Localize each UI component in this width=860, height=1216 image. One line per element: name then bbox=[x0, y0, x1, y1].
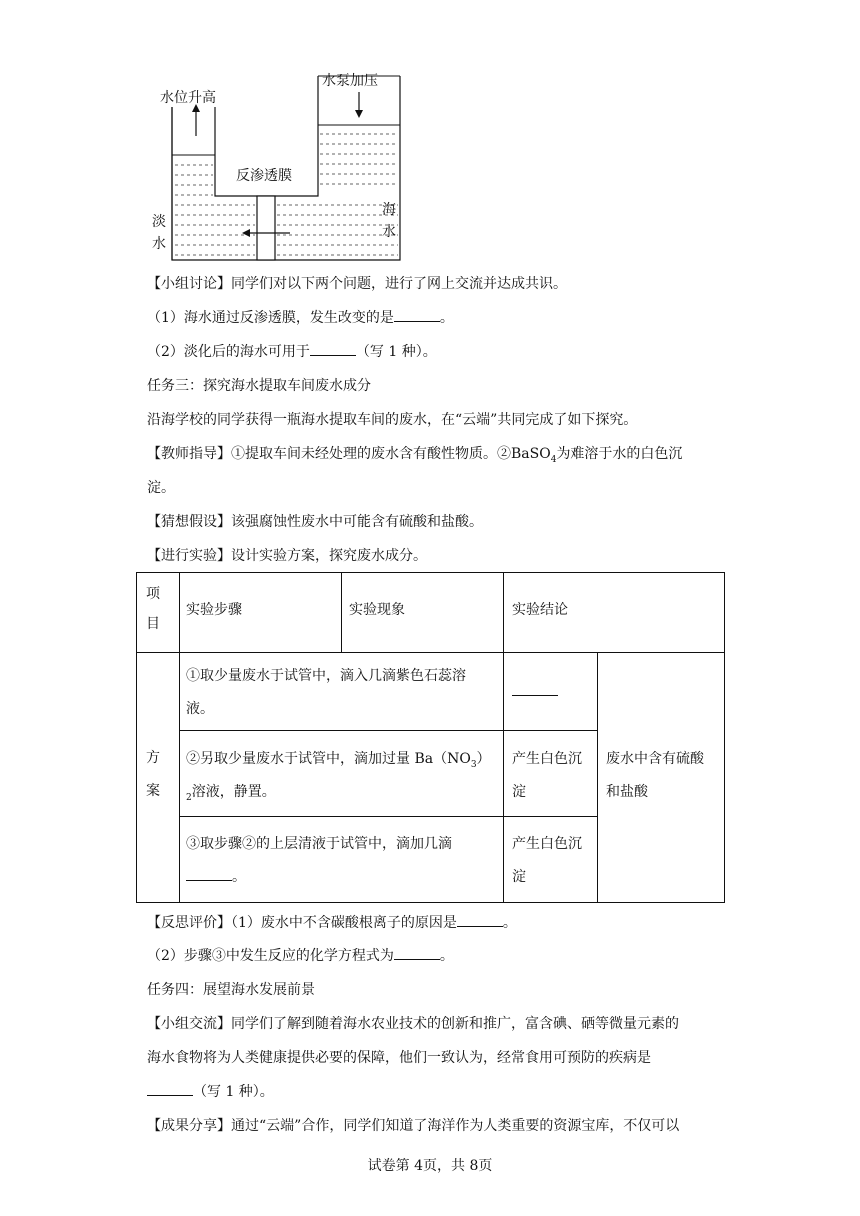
reverse-osmosis-diagram bbox=[150, 62, 420, 267]
phenomenon-1-blank[interactable] bbox=[512, 676, 558, 709]
answer-blank[interactable] bbox=[394, 945, 440, 960]
header-item-2: 目 bbox=[146, 616, 160, 632]
plan-label-2: 案 bbox=[146, 783, 160, 799]
group-discussion-line: 【小组讨论】同学们对以下两个问题，进行了网上交流并达成共识。 bbox=[147, 276, 567, 292]
step-1-text: ①取少量废水于试管中，滴入几滴紫色石蕊溶 bbox=[186, 668, 466, 684]
step-2-text: ②另取少量废水于试管中，滴加过量 $Ba(NO_3)$ bbox=[186, 751, 491, 770]
label-sea-2: 水 bbox=[382, 224, 396, 240]
step-3-text: ③取步骤②的上层清液于试管中，滴加几滴 bbox=[186, 836, 452, 852]
exchange-line-2: 海水食物将为人类健康提供必要的保障，他们一致认为，经常食用可预防的疾病是 bbox=[147, 1050, 651, 1066]
plan-label-1: 方 bbox=[146, 750, 160, 766]
answer-blank[interactable] bbox=[147, 1081, 193, 1096]
hypothesis-line: 【猜想假设】该强腐蚀性废水中可能含有硫酸和盐酸。 bbox=[147, 514, 483, 530]
label-pump: 水泵加压 bbox=[322, 73, 378, 89]
task-3-heading: 任务三：探究海水提取车间废水成分 bbox=[147, 378, 371, 394]
intro-line: 沿海学校的同学获得一瓶海水提取车间的废水，在“云端”共同完成了如下探究。 bbox=[147, 412, 638, 428]
teacher-guide-line: 【教师指导】①提取车间未经处理的废水含有酸性物质。②BaSO$_4$为难溶于水的白色沉 bbox=[147, 446, 683, 465]
label-membrane: 反渗透膜 bbox=[236, 168, 292, 184]
phenomenon-3-b: 淀 bbox=[512, 869, 526, 885]
answer-blank[interactable] bbox=[457, 912, 503, 927]
question-2: （2）淡化后的海水可用于 （写 1 种）。 bbox=[147, 341, 437, 363]
share-line: 【成果分享】通过“云端”合作，同学们知道了海洋作为人类重要的资源宝库，不仅可以 bbox=[147, 1118, 680, 1134]
label-fresh-2: 水 bbox=[152, 236, 166, 252]
exchange-line-3: （写 1 种）。 bbox=[147, 1081, 274, 1103]
reflection-1: 【反思评价】（1）废水中不含碳酸根离子的原因是 。 bbox=[147, 912, 517, 934]
question-1: （1）海水通过反渗透膜，发生改变的是 。 bbox=[147, 307, 454, 329]
step-1-text-2: 液。 bbox=[186, 701, 214, 717]
step-3-text-2: 。 bbox=[186, 861, 246, 894]
label-fresh-1: 淡 bbox=[152, 214, 166, 230]
conclusion-text-2: 和盐酸 bbox=[606, 784, 648, 800]
label-sea-1: 海 bbox=[382, 202, 396, 218]
header-steps: 实验步骤 bbox=[186, 602, 242, 618]
page-footer: 试卷第 4页，共 8页 bbox=[367, 1158, 493, 1174]
phenomenon-3: 产生白色沉 bbox=[512, 836, 582, 852]
experiment-line: 【进行实验】设计实验方案，探究废水成分。 bbox=[147, 548, 427, 564]
teacher-guide-line-2: 淀。 bbox=[147, 480, 175, 496]
experiment-table bbox=[136, 572, 725, 903]
header-item-1: 项 bbox=[146, 586, 160, 602]
reagent-blank[interactable] bbox=[186, 866, 232, 881]
header-conclusion: 实验结论 bbox=[512, 602, 568, 618]
label-water-rise: 水位升高 bbox=[160, 90, 216, 106]
answer-blank[interactable] bbox=[394, 307, 440, 322]
header-phenomena: 实验现象 bbox=[349, 602, 405, 618]
task-4-heading: 任务四：展望海水发展前景 bbox=[147, 982, 315, 998]
conclusion-text: 废水中含有硫酸 bbox=[606, 751, 704, 767]
exchange-line-1: 【小组交流】同学们了解到随着海水农业技术的创新和推广，富含碘、硒等微量元素的 bbox=[147, 1016, 679, 1032]
phenomenon-2-b: 淀 bbox=[512, 784, 526, 800]
answer-blank[interactable] bbox=[310, 341, 356, 356]
step-2-text-2: $_2$溶液，静置。 bbox=[186, 784, 276, 803]
phenomenon-2: 产生白色沉 bbox=[512, 751, 582, 767]
reflection-2: （2）步骤③中发生反应的化学方程式为 。 bbox=[147, 945, 454, 967]
